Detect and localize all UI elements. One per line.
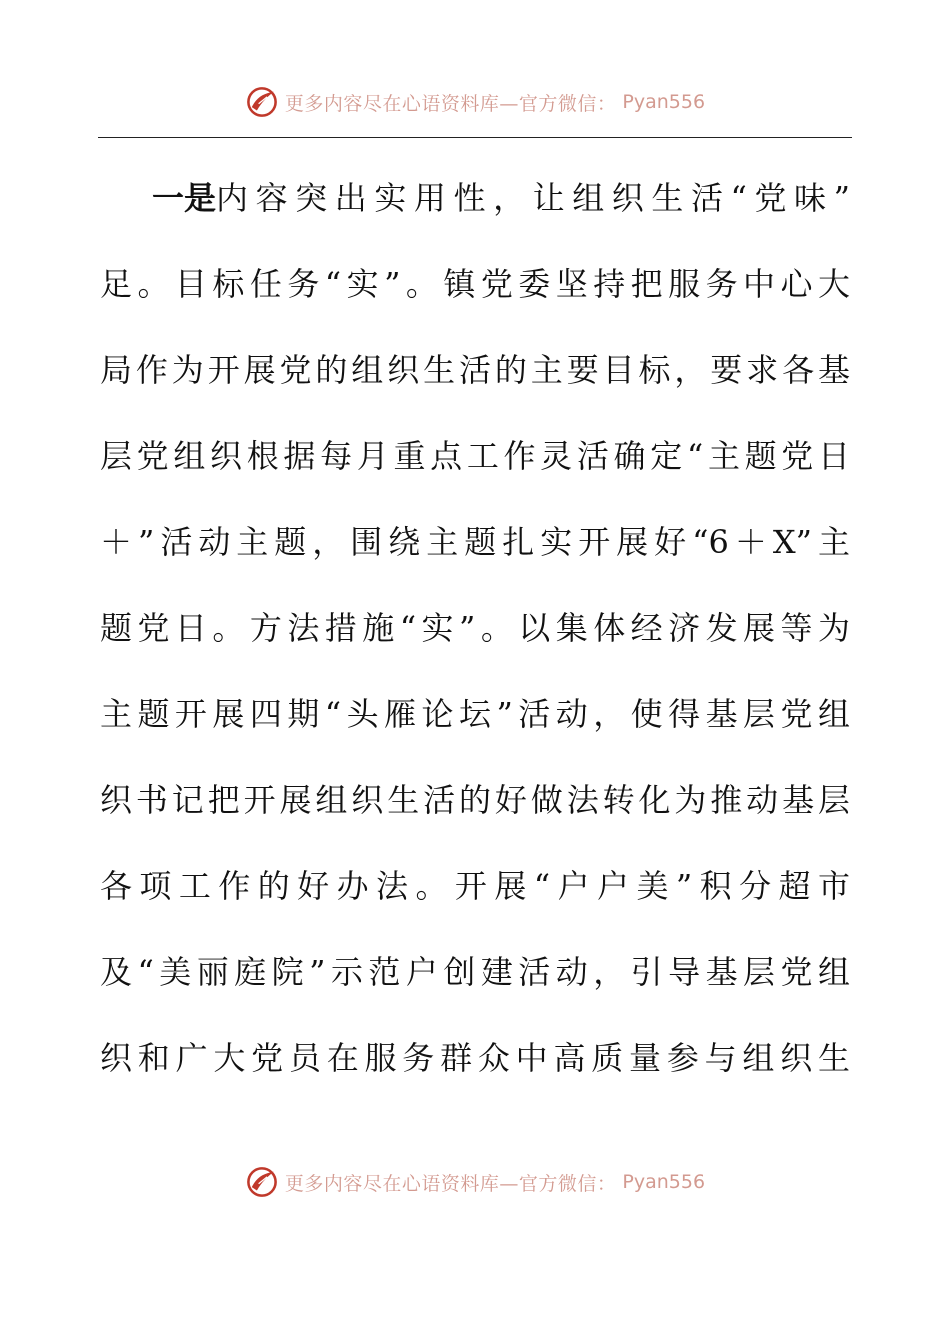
paragraph-line-11: [100, 1015, 850, 1101]
paragraph-line-7: [100, 671, 850, 757]
brand-logo-icon: [245, 1165, 279, 1199]
footer-brand-text: 更多内容尽在心语资料库—官方微信：: [284, 1172, 617, 1195]
line-text-4: 层党组织根据每月重点工作灵活确定“主题党日: [100, 437, 850, 475]
footer-watermark: [245, 1165, 705, 1199]
line-text-11: 织和广大党员在服务群众中高质量参与组织生: [100, 1039, 850, 1077]
header-brand-text: 更多内容尽在心语资料库—官方微信：: [284, 92, 617, 115]
brand-logo-icon: [245, 85, 279, 119]
header-wechat-id: Pyan556: [622, 91, 706, 113]
line-text-8: 织书记把开展组织生活的好做法转化为推动基层: [100, 781, 850, 819]
lead-label: 一是: [152, 179, 217, 217]
line-text-1: 内容突出实用性，让组织生活“党味”: [216, 179, 850, 217]
line-text-7: 主题开展四期“头雁论坛”活动，使得基层党组: [100, 695, 850, 733]
header-watermark: [245, 85, 705, 119]
paragraph-line-10: [100, 929, 850, 1015]
paragraph-line-9: [100, 843, 850, 929]
footer-wechat-id: Pyan556: [622, 1171, 706, 1193]
paragraph-line-3: [100, 327, 850, 413]
paragraph-line-8: [100, 757, 850, 843]
paragraph-line-5: [100, 499, 850, 585]
line-text-10: 及“美丽庭院”示范户创建活动，引导基层党组: [100, 953, 850, 991]
line-text-6: 题党日。方法措施“实”。以集体经济发展等为: [100, 609, 850, 647]
paragraph-line-1: [100, 155, 850, 241]
line-text-3: 局作为开展党的组织生活的主要目标，要求各基: [100, 351, 850, 389]
line-text-2: 足。目标任务“实”。镇党委坚持把服务中心大: [100, 265, 850, 303]
paragraph-line-2: [100, 241, 850, 327]
paragraph-line-6: [100, 585, 850, 671]
header-divider: [98, 137, 852, 138]
page-footer: [0, 1160, 950, 1204]
line-text-5: ＋”活动主题，围绕主题扎实开展好“6＋X”主: [100, 523, 850, 561]
line-text-9: 各项工作的好办法。开展“户户美”积分超市: [100, 867, 850, 905]
page-header: [0, 80, 950, 124]
document-body: [100, 155, 850, 1101]
paragraph-line-4: [100, 413, 850, 499]
